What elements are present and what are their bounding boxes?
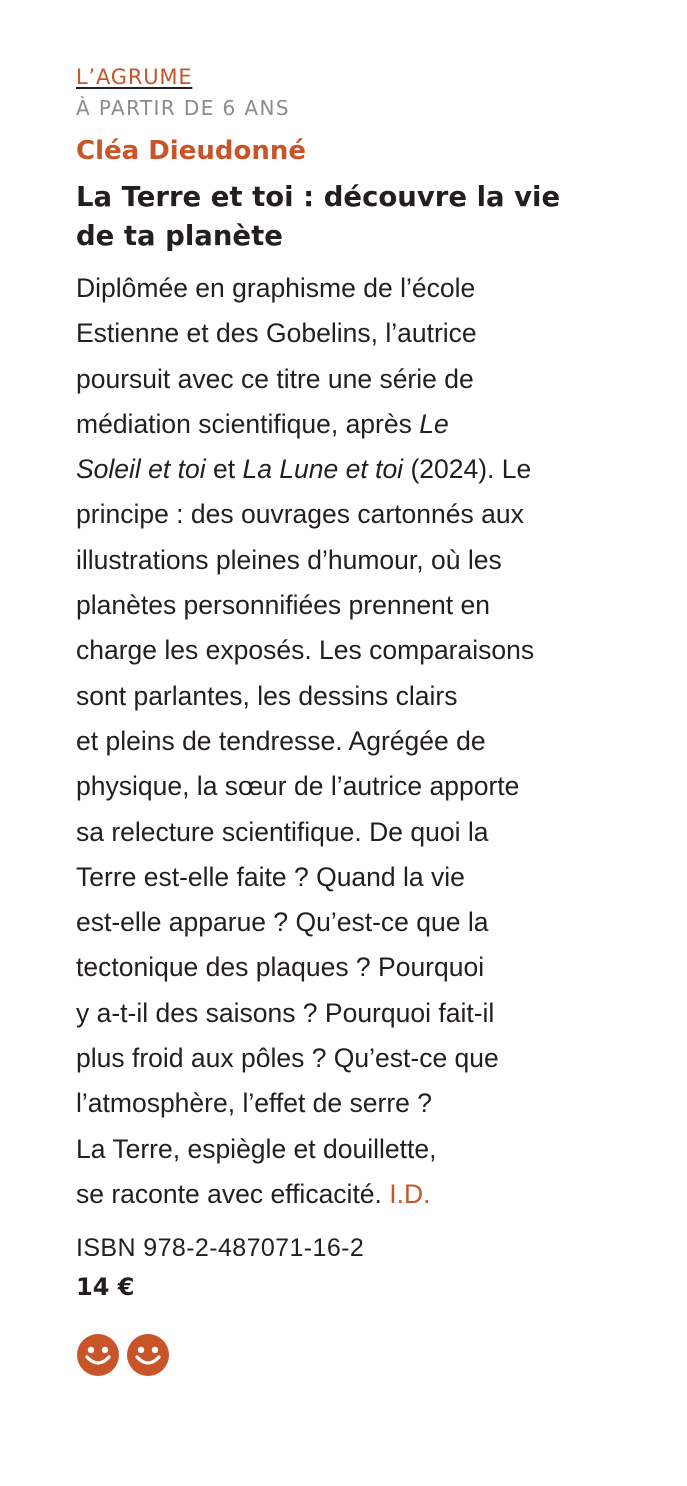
review-line [76,447,646,492]
smiley-face-icon [76,1333,120,1377]
author-name: Cléa Dieudonné [76,136,306,166]
review-book-reference: Le [419,408,449,439]
rating [76,1333,646,1377]
review-line [76,1172,646,1217]
review-line: et pleins de tendresse. Agrégée de [76,725,486,756]
review-line: La Terre, espiègle et douillette, [76,1133,437,1164]
review-line: principe : des ouvrages cartonnés aux [76,499,524,530]
review-text: médiation scientifique, après [76,408,420,439]
review-line: tectonique des plaques ? Pourquoi [76,952,485,983]
review-book-reference: La Lune et toi [242,454,404,485]
review-book-reference: Soleil et toi [76,454,206,485]
review-body [76,266,646,1217]
smiley-eye [138,1347,144,1353]
reviewer-initials: I.D. [389,1178,431,1209]
smiley-face-circle [77,1334,119,1376]
review-text: et [205,454,243,485]
review-line: illustrations pleines d’humour, où les [76,544,502,575]
smiley-face-icon [126,1333,170,1377]
smiley-eye [88,1347,94,1353]
review-line: Estienne et des Gobelins, l’autrice [76,318,477,349]
review-text: se raconte avec efficacité. [76,1178,390,1209]
age-range: À PARTIR DE 6 ANS [76,96,290,120]
review-line: charge les exposés. Les comparaisons [76,635,535,666]
price: 14 € [76,1273,135,1302]
review-line: sa relecture scientifique. De quoi la [76,816,489,847]
review-line: y a-t-il des saisons ? Pourquoi fait-il [76,997,495,1028]
isbn: ISBN 978-2-487071-16-2 [76,1234,365,1263]
book-title-line: de ta planète [76,220,283,252]
review-line: Terre est-elle faite ? Quand la vie [76,861,465,892]
publisher-name: L’AGRUME [76,65,193,89]
review-line: poursuit avec ce titre une série de [76,363,474,394]
smiley-eye [152,1347,158,1353]
review-line: physique, la sœur de l’autrice apporte [76,771,520,802]
review-line: plus froid aux pôles ? Qu’est-ce que [76,1043,499,1074]
review-line: Diplômée en graphisme de l’école [76,273,476,303]
review-line: planètes personnifiées prennent en [76,590,490,621]
review-text: (2024). Le [403,454,532,485]
smiley-eye [102,1347,108,1353]
smiley-face-circle [127,1334,169,1376]
review-line: est-elle apparue ? Qu’est-ce que la [76,907,489,938]
book-title-line: La Terre et toi : découvre la vie [76,181,561,213]
review-line: sont parlantes, les dessins clairs [76,680,458,711]
book-title [76,178,646,256]
book-review [76,62,646,1377]
review-line: l’atmosphère, l’effet de serre ? [76,1088,432,1119]
review-line [76,402,646,447]
